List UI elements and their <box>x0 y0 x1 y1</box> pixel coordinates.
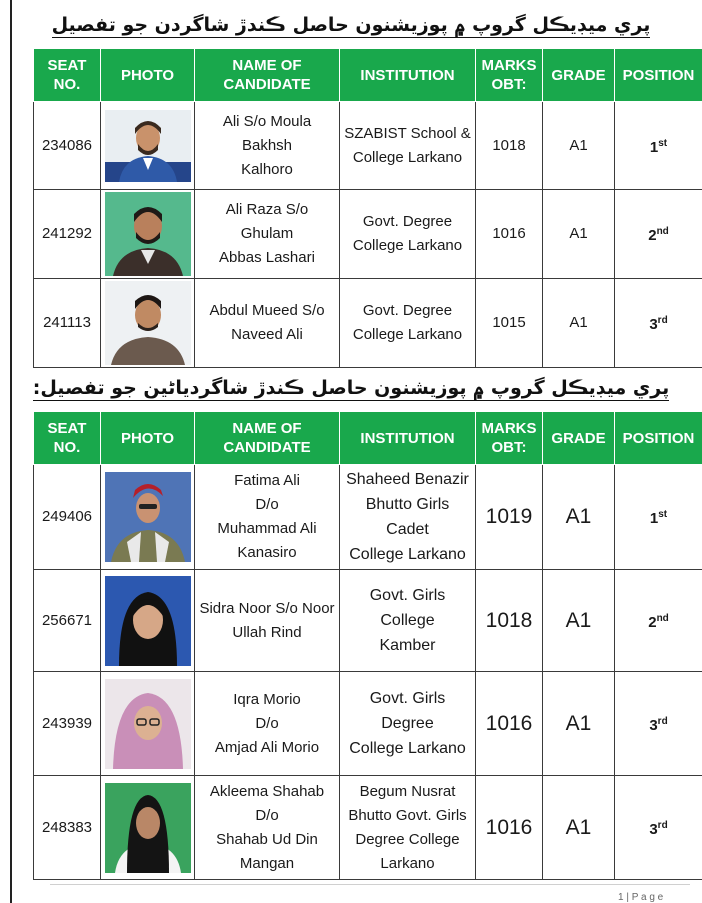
marks-obtained: 1015 <box>476 279 543 368</box>
marks-obtained: 1016 <box>476 190 543 279</box>
girls-section-heading <box>0 377 702 399</box>
table-row <box>34 672 702 776</box>
marks-obtained: 1018 <box>476 570 543 672</box>
seat-number: 241113 <box>34 279 101 368</box>
institution-name: Govt. Girls Degree College Larkano <box>340 672 476 776</box>
candidate-photo <box>101 570 195 672</box>
position: 1st <box>615 465 702 570</box>
grade: A1 <box>543 102 615 190</box>
left-border-line <box>10 0 12 903</box>
col-header-photo: PHOTO <box>101 49 195 102</box>
page-number: 1 | P a g e <box>618 892 664 903</box>
table-row <box>34 570 702 672</box>
marks-obtained: 1016 <box>476 672 543 776</box>
col-header-seat: SEAT NO. <box>34 49 101 102</box>
photo-placeholder-icon <box>105 192 191 276</box>
position: 3rd <box>615 279 702 368</box>
col-header-photo: PHOTO <box>101 412 195 465</box>
photo-placeholder-icon <box>105 110 191 182</box>
seat-number: 241292 <box>34 190 101 279</box>
grade: A1 <box>543 672 615 776</box>
col-header-position: POSITION <box>615 49 702 102</box>
boys-heading-text: پري ميڊيڪل گروپ ۾ پوزيشنون حاصل ڪندڙ شاگردن جو تفصيل <box>51 14 651 36</box>
col-header-marks: MARKS OBT: <box>476 49 543 102</box>
candidate-name: Fatima Ali D/o Muhammad Ali Kanasiro <box>195 465 340 570</box>
position: 2nd <box>615 570 702 672</box>
grade: A1 <box>543 279 615 368</box>
col-header-name: NAME OF CANDIDATE <box>195 49 340 102</box>
institution-name: Govt. Degree College Larkano <box>340 279 476 368</box>
photo-placeholder-icon <box>105 472 191 562</box>
table-row <box>34 102 702 190</box>
boys-section-heading <box>0 14 702 36</box>
table-header-row <box>34 49 702 102</box>
institution-name: Shaheed Benazir Bhutto Girls Cadet College Larkano <box>340 465 476 570</box>
table-row <box>34 190 702 279</box>
seat-number: 256671 <box>34 570 101 672</box>
institution-name: Govt. Degree College Larkano <box>340 190 476 279</box>
grade: A1 <box>543 570 615 672</box>
seat-number: 234086 <box>34 102 101 190</box>
candidate-photo <box>101 465 195 570</box>
girls-results-table <box>33 411 702 880</box>
candidate-name: Ali S/o Moula Bakhsh Kalhoro <box>195 102 340 190</box>
candidate-name: Iqra Morio D/o Amjad Ali Morio <box>195 672 340 776</box>
col-header-position: POSITION <box>615 412 702 465</box>
institution-name: Govt. Girls College Kamber <box>340 570 476 672</box>
col-header-grade: GRADE <box>543 412 615 465</box>
grade: A1 <box>543 465 615 570</box>
photo-placeholder-icon <box>105 281 191 365</box>
table-row <box>34 279 702 368</box>
grade: A1 <box>543 190 615 279</box>
candidate-name: Ali Raza S/o Ghulam Abbas Lashari <box>195 190 340 279</box>
candidate-photo <box>101 776 195 880</box>
photo-placeholder-icon <box>105 576 191 666</box>
institution-name: Begum Nusrat Bhutto Govt. Girls Degree College Larkano <box>340 776 476 880</box>
col-header-institution: INSTITUTION <box>340 49 476 102</box>
marks-obtained: 1019 <box>476 465 543 570</box>
seat-number: 249406 <box>34 465 101 570</box>
position: 3rd <box>615 672 702 776</box>
position: 2nd <box>615 190 702 279</box>
table-row <box>34 465 702 570</box>
candidate-photo <box>101 102 195 190</box>
candidate-photo <box>101 672 195 776</box>
position: 3rd <box>615 776 702 880</box>
candidate-photo <box>101 190 195 279</box>
candidate-name: Sidra Noor S/o Noor Ullah Rind <box>195 570 340 672</box>
photo-placeholder-icon <box>105 679 191 769</box>
position: 1st <box>615 102 702 190</box>
col-header-grade: GRADE <box>543 49 615 102</box>
table-row <box>34 776 702 880</box>
seat-number: 248383 <box>34 776 101 880</box>
girls-heading-text: پري ميڊيڪل گروپ ۾ پوزيشنون حاصل ڪندڙ شاگردياڻين جو تفصيل: <box>32 377 670 399</box>
col-header-institution: INSTITUTION <box>340 412 476 465</box>
seat-number: 243939 <box>34 672 101 776</box>
candidate-name: Akleema Shahab D/o Shahab Ud Din Mangan <box>195 776 340 880</box>
boys-results-table <box>33 48 702 368</box>
institution-name: SZABIST School & College Larkano <box>340 102 476 190</box>
col-header-marks: MARKS OBT: <box>476 412 543 465</box>
col-header-seat: SEAT NO. <box>34 412 101 465</box>
table-header-row <box>34 412 702 465</box>
candidate-photo <box>101 279 195 368</box>
col-header-name: NAME OF CANDIDATE <box>195 412 340 465</box>
marks-obtained: 1018 <box>476 102 543 190</box>
grade: A1 <box>543 776 615 880</box>
candidate-name: Abdul Mueed S/o Naveed Ali <box>195 279 340 368</box>
photo-placeholder-icon <box>105 783 191 873</box>
footer-divider <box>50 884 690 885</box>
marks-obtained: 1016 <box>476 776 543 880</box>
